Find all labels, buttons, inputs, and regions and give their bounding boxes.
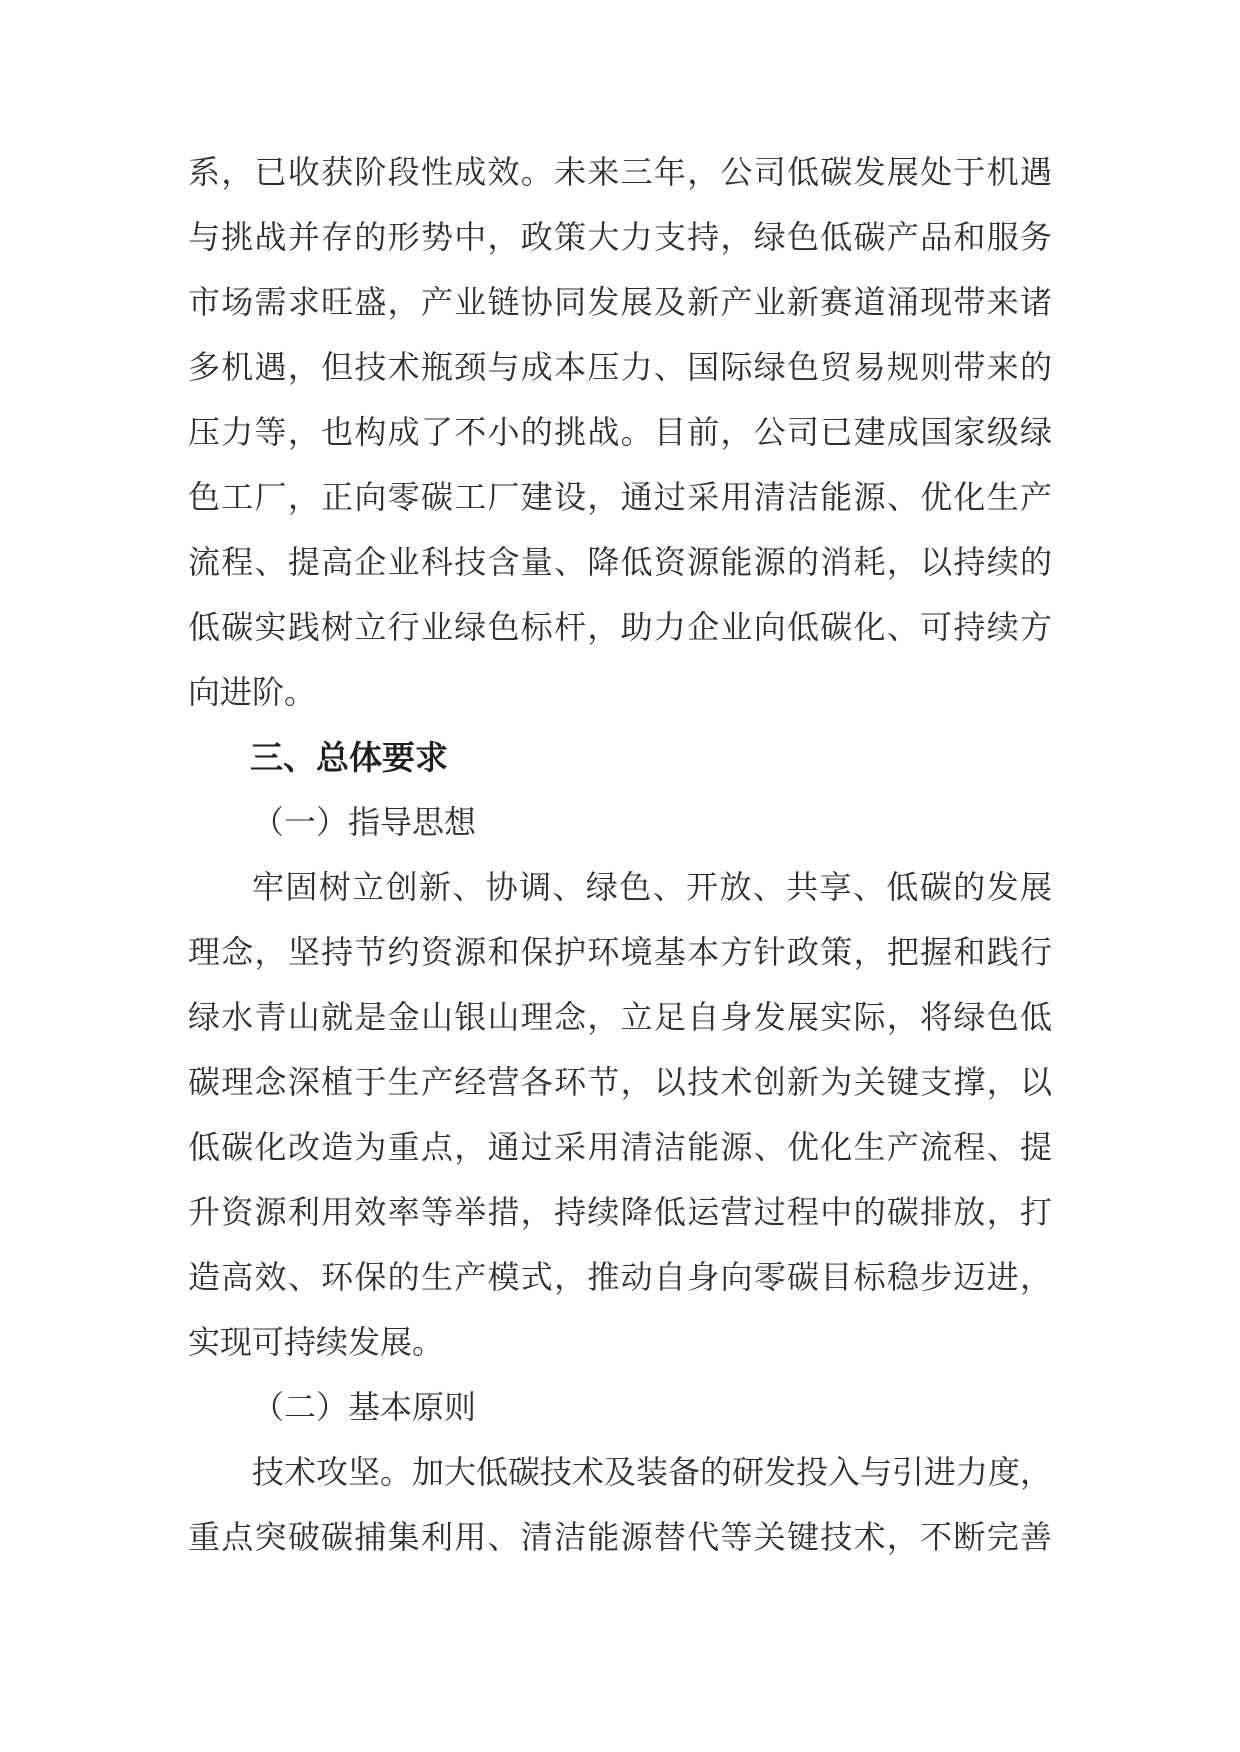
paragraph-line: 绿水青山就是金山银山理念，立足自身发展实际，将绿色低 [188, 999, 1052, 1035]
paragraph-line: 压力等，也构成了不小的挑战。目前，公司已建成国家级绿 [188, 414, 1052, 450]
paragraph-line: 造高效、环保的生产模式，推动自身向零碳目标稳步迈进， [188, 1259, 1052, 1295]
paragraph-line: 理念，坚持节约资源和保护环境基本方针政策，把握和践行 [188, 934, 1052, 970]
document-body [188, 140, 1052, 1570]
section-heading: 三、总体要求 [250, 739, 448, 776]
paragraph-line: 实现可持续发展。 [188, 1324, 445, 1360]
paragraph-line: 多机遇，但技术瓶颈与成本压力、国际绿色贸易规则带来的 [188, 349, 1052, 385]
paragraph-line: 技术攻坚。加大低碳技术及装备的研发投入与引进力度， [252, 1454, 1053, 1490]
subsection-1-paragraph [188, 855, 1052, 1375]
subsection-2-paragraph [188, 1440, 1052, 1570]
paragraph-line: 与挑战并存的形势中，政策大力支持，绿色低碳产品和服务 [188, 219, 1052, 255]
paragraph-line: 升资源利用效率等举措，持续降低运营过程中的碳排放，打 [188, 1194, 1052, 1230]
paragraph-line: 系，已收获阶段性成效。未来三年，公司低碳发展处于机遇 [188, 154, 1052, 190]
paragraph-line: 重点突破碳捕集利用、清洁能源替代等关键技术，不断完善 [188, 1519, 1052, 1555]
paragraph-line: 碳理念深植于生产经营各环节，以技术创新为关键支撑，以 [188, 1064, 1052, 1100]
paragraph-line: 市场需求旺盛，产业链协同发展及新产业新赛道涌现带来诸 [188, 284, 1052, 320]
paragraph-line: 流程、提高企业科技含量、降低资源能源的消耗，以持续的 [188, 544, 1052, 580]
continuation-paragraph [188, 140, 1052, 725]
paragraph-line: 牢固树立创新、协调、绿色、开放、共享、低碳的发展 [252, 869, 1052, 905]
paragraph-line: 向进阶。 [188, 674, 317, 710]
paragraph-line: 低碳化改造为重点，通过采用清洁能源、优化生产流程、提 [188, 1129, 1052, 1165]
subsection-1-heading: （一）指导思想 [252, 804, 477, 840]
paragraph-line: 色工厂，正向零碳工厂建设，通过采用清洁能源、优化生产 [188, 479, 1052, 515]
paragraph-line: 低碳实践树立行业绿色标杆，助力企业向低碳化、可持续方 [188, 609, 1052, 645]
subsection-2-heading: （二）基本原则 [252, 1389, 477, 1425]
